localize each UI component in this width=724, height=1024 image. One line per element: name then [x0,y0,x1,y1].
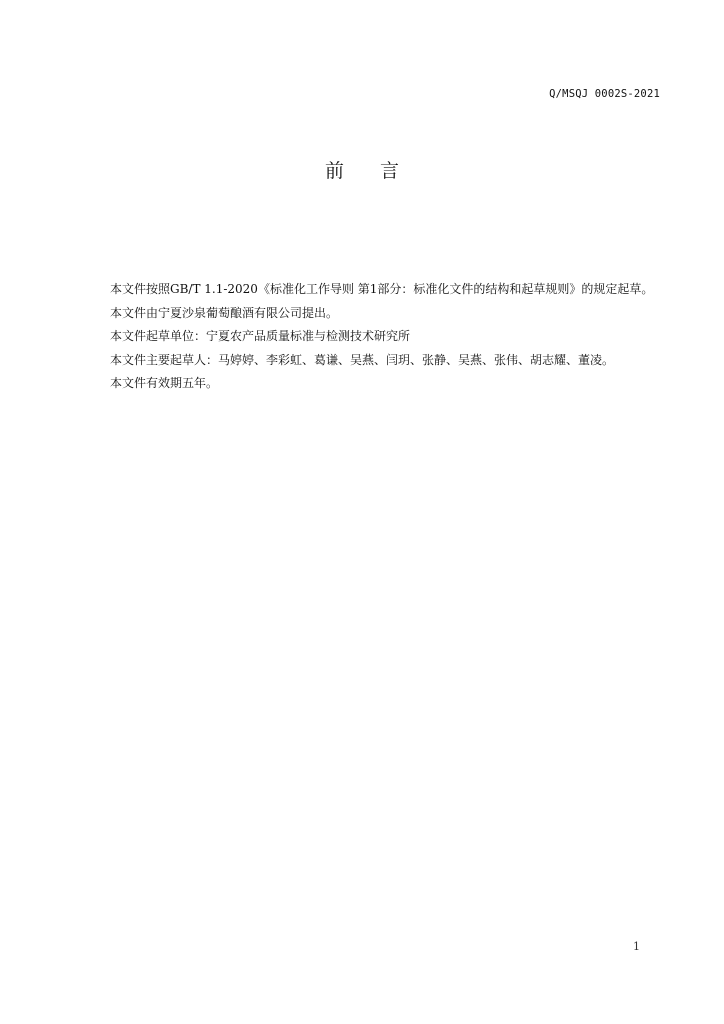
foreword-body [86,278,662,396]
paragraph-drafting-basis: 本文件按照GB/T 1.1-2020《标准化工作导则 第1部分：标准化文件的结构和起草规则》的规定起草。 [110,282,654,296]
standard-code: Q/MSQJ 0002S-2021 [549,88,660,100]
paragraph-validity: 本文件有效期五年。 [110,376,219,390]
page-title: 前言 [324,160,435,182]
paragraph-drafters: 本文件主要起草人：马婷婷、李彩虹、葛谦、吴燕、闫玥、张静、吴燕、张伟、胡志耀、董凌。 [110,352,615,367]
paragraph-proposer: 本文件由宁夏沙泉葡萄酿酒有限公司提出。 [110,305,339,320]
paragraph-drafting-unit: 本文件起草单位：宁夏农产品质量标准与检测技术研究所 [110,329,411,343]
page-number: 1 [633,940,640,953]
